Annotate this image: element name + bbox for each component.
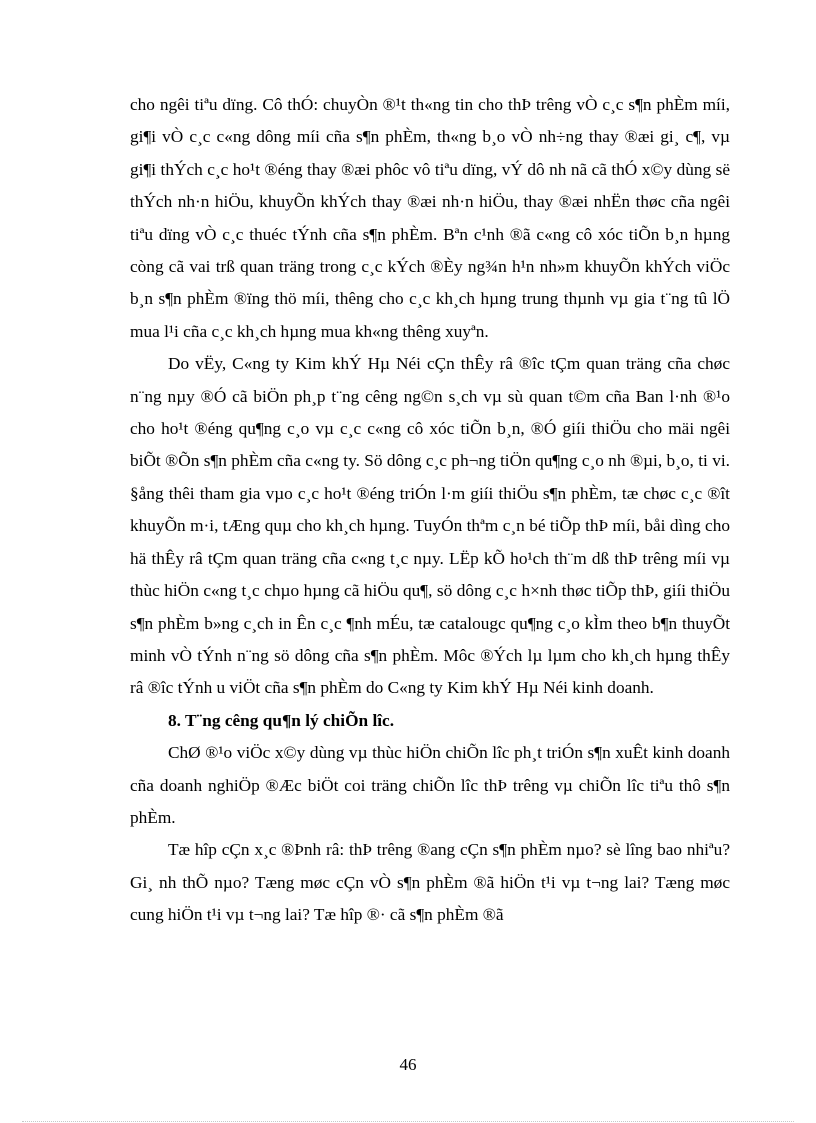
paragraph-4: Tæ hîp cÇn x¸c ®Þnh râ: thÞ trêng ®ang cÇn s¶n phÈm nµo? sè lîng bao nhiªu? Gi¸ nh thÕ nµo? Tæng møc cÇn vÒ s¶n phÈm ®ã hiÖn t¹i vµ t¬ng lai? Tæng møc cung hiÖn t¹i vµ t¬ng lai? Tæ hîp ®· cã s¶n phÈm ®ã bbox=[130, 840, 730, 925]
paragraph-2: Do vËy, C«ng ty Kim khÝ Hµ Néi cÇn thÊy râ ®îc tÇm quan träng cña chøc n¨ng nµy ®Ó cã biÖn ph¸p t¨ng cêng ng©n s¸ch vµ sù quan t©m cña Ban l·nh ®¹o cho ho¹t ®éng qu¶ng c¸o vµ c¸c c«ng cô xóc tiÕn b¸n, ®Ó giíi thiÖu cho mäi ngêi biÕt ®Õn s¶n phÈm cña c«ng ty. Sö dông c¸c ph¬ng tiÖn qu¶ng c¸o nh ®µi, b¸o, ti vi. §ång thêi tham gia vµo c¸c ho¹t ®éng triÓn l·m giíi thiÖu s¶n phÈm, tæ chøc c¸c ®ît khuyÕn m·i, tÆng quµ cho kh¸ch hµng. TuyÓn thªm c¸n bé tiÕp thÞ míi, båi dìng cho hä thÊy râ tÇm quan träng cña c«ng t¸c nµy. LËp kÕ ho¹ch th¨m dß thÞ trêng míi vµ thùc hiÖn c«ng t¸c chµo hµng cã hiÖu qu¶, sö dông c¸c h×nh thøc tiÕp thÞ, giíi thiÖu s¶n phÈm b»ng c¸ch in Ên c¸c ¶nh mÉu, tæ catalougc qu¶ng c¸o kÌm theo b¶n thuyÕt minh vÒ tÝnh n¨ng sö dông cña s¶n phÈm. Môc ®Ých lµ lµm cho kh¸ch hµng thÊy râ ®îc tÝnh u viÖt cña s¶n phÈm do C«ng ty Kim khÝ Hµ Néi kinh doanh. bbox=[130, 354, 730, 698]
page-number: 46 bbox=[399, 1055, 417, 1074]
page-bottom-divider bbox=[22, 1121, 794, 1122]
section-heading: 8. T¨ng cêng qu¶n lý chiÕn lîc. bbox=[168, 710, 395, 730]
paragraph-3: ChØ ®¹o viÖc x©y dùng vµ thùc hiÖn chiÕn lîc ph¸t triÓn s¶n xuÊt kinh doanh cña doanh nghiÖp ®Æc biÖt coi träng chiÕn lîc thÞ trêng vµ chiÕn lîc tiªu thô s¶n phÈm. bbox=[130, 743, 730, 827]
body-text bbox=[130, 89, 730, 932]
paragraph-1: cho ngêi tiªu dïng. Cô thÓ: chuyÒn ®¹t th«ng tin cho thÞ trêng vÒ c¸c s¶n phÈm míi, gi¶i vÒ c¸c c«ng dông míi cña s¶n phÈm, th«ng b¸o vÒ nh÷ng thay ®æi gi¸ c¶, vµ gi¶i thÝch c¸c ho¹t ®éng thay ®æi phôc vô tiªu dïng, vÝ dô nh nã cã thÓ x©y dùng së thÝch nh·n hiÖu, khuyÕn khÝch thay ®æi nh·n hiÖu, thay ®æi nhËn thøc cña ngêi tiªu dïng vÒ c¸c thuéc tÝnh cña s¶n phÈm. Bªn c¹nh ®ã c«ng cô xóc tiÕn b¸n hµng còng cã vai trß quan träng trong c¸c kÝch ®Èy ng¾n h¹n nh»m khuyÕn khÝch viÖc b¸n s¶n phÈm ®ïng thö míi, thêng cho c¸c kh¸ch hµng trung thµnh vµ gia t¨ng tû lÖ mua l¹i cña c¸c kh¸ch hµng mua kh«ng thêng xuyªn. bbox=[130, 95, 730, 341]
